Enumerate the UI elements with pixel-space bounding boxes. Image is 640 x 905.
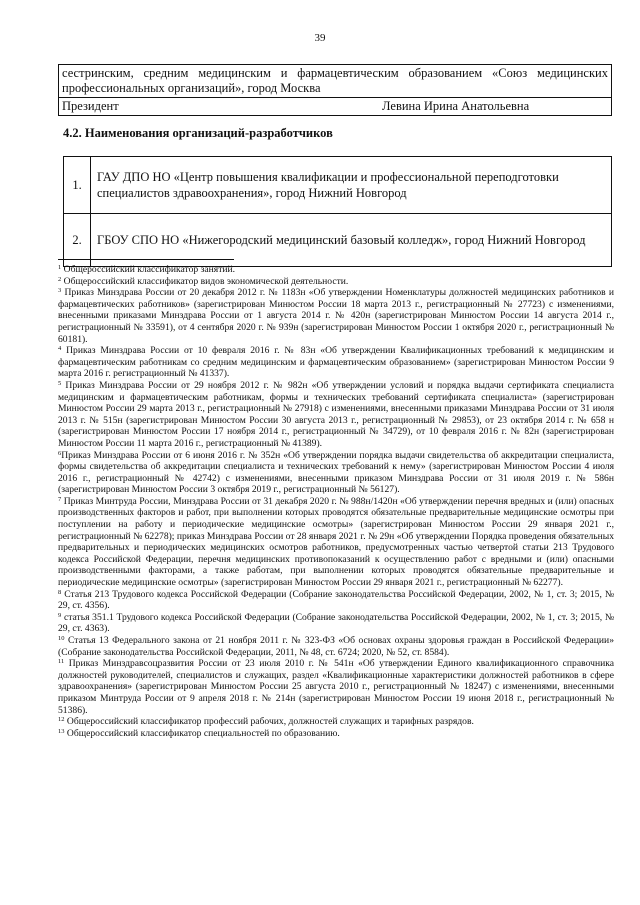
developer-org-table (58, 64, 612, 116)
page-number: 39 (314, 32, 326, 44)
footnote-text: Статья 13 Федерального закона от 21 ноября 2011 г. № 323-ФЗ «Об основах охраны здоровья граждан в Российской Федерации» (Собрание законодательства Российской Федерации, 2011, № 48, ст. 6724; 2020, № 52, ст. 8584). (58, 635, 614, 658)
footnote-number: 7 (58, 495, 62, 503)
footnote-text: Общероссийский классификатор профессий рабочих, должностей служащих и тарифных разрядов. (66, 716, 474, 728)
president-name: Левина Ирина Анатольевна (382, 99, 530, 113)
footnote (58, 658, 614, 716)
footnote-text: Приказ Минздрава России от 6 июня 2016 г. № 352н «Об утверждении порядка выдачи свидетельства об аккредитации специалиста, формы свидетельства об аккредитации специалиста и технических требований к нему» (зарегистрирован Минюстом России 4 июля 2016 г., регистрационный № 42742) с изменениями, внесенными приказом Минздрава России от 31 июля 2019 г. № 586н (зарегистрирован Минюстом России 3 октября 2019 г., регистрационный № 56127). (58, 449, 614, 496)
footnote-number: 1 (58, 264, 62, 271)
footnote (58, 496, 614, 589)
organization-name: ГАУ ДПО НО «Центр повышения квалификации и профессиональной переподготовки специалистов здравоохранения», город Нижний Новгород (91, 157, 612, 214)
footnote (58, 380, 614, 450)
table-row (64, 157, 612, 214)
footnote (58, 345, 614, 380)
footnote-separator (58, 259, 234, 260)
footnote (58, 450, 614, 496)
footnote-number: 6 (58, 449, 62, 457)
footnote-number: 4 (58, 345, 62, 353)
footnote (58, 589, 614, 612)
footnote-number: 13 (58, 727, 65, 735)
organizations-table (63, 156, 612, 267)
footnote-text: Приказ Минздрава России от 10 февраля 2016 г. № 83н «Об утверждении Квалификационных требований к медицинским и фармацевтическим работникам со средним медицинским и фармацевтическим образованием» (зарегистрирован Минюстом России 9 марта 2016 г. регистрационный № 41337). (58, 345, 614, 380)
footnote-number: 10 (58, 635, 65, 642)
footnote-number: 8 (58, 588, 62, 596)
footnote (58, 728, 614, 740)
footnote-text: Приказ Минтруда России, Минздрава России от 31 декабря 2020 г. № 988н/1420н «Об утверждении перечня вредных и (или) опасных производственных факторов и работ, при выполнении которых проводятся обязательные предварительные медицинские осмотры при поступлении на работу и периодические медицинские осмотры» (зарегистрирован Минюстом России 29 января 2021 г., регистрационный № 62278); приказ Минздрава России от 28 января 2021 г. № 29н «Об утверждении Порядка проведения обязательных предварительных и периодических медицинских осмотров работников, предусмотренных частью четвертой статьи 213 Трудового кодекса Российской Федерации, перечня медицинских противопоказаний к осуществлению работ с вредными и (или) опасными производственными факторами, а также работам, при выполнении которых проводятся обязательные предварительные и периодические медицинские осмотры» (зарегистрирован Минюстом России 29 января 2021 г., регистрационный № 62277). (58, 495, 614, 589)
footnote-number: 2 (58, 275, 62, 283)
footnote-text: Общероссийский классификатор видов экономической деятельности. (63, 275, 349, 287)
footnote (58, 276, 614, 288)
organization-name: ГБОУ СПО НО «Нижегородский медицинский базовый колледж», город Нижний Новгород (91, 214, 612, 267)
footnote-text: Приказ Минздравсоцразвития России от 23 июля 2010 г. № 541н «Об утверждении Единого квалификационного справочника должностей руководителей, специалистов и служащих, раздел «Квалификационные характеристики должностей работников в сфере здравоохранения» (зарегистрирован Минюстом России 25 августа 2010 г., регистрационный № 18247) с изменениями, внесенными приказом Минтруда России от 9 апреля 2018 г. № 214н (зарегистрирован Минюстом России 19 июня 2018 г., регистрационный № 51386). (58, 658, 614, 716)
footnote (58, 264, 614, 276)
footnote (58, 635, 614, 658)
footnote-number: 11 (58, 658, 65, 666)
row-number: 1. (64, 157, 91, 214)
footnote-number: 12 (58, 716, 65, 724)
org-continuation-cell: сестринским, средним медицинским и фармацевтическим образованием «Союз медицинских профессиональных организаций», город Москва (59, 65, 612, 98)
footnote-text: Статья 213 Трудового кодекса Российской Федерации (Собрание законодательства Российской Федерации, 2002, № 1, ст. 3; 2015, № 29, ст. 4356). (58, 588, 614, 612)
row-number: 2. (64, 214, 91, 267)
footnote-number: 5 (58, 379, 62, 387)
president-row (59, 98, 612, 116)
footnote-text: Общероссийский классификатор занятий. (63, 264, 236, 275)
footnote (58, 716, 614, 728)
footnote (58, 612, 614, 635)
footnote-text: Приказ Минздрава России от 29 ноября 2012 г. № 982н «Об утверждении условий и порядка выдачи сертификата специалиста медицинским и фармацевтическим работникам, формы и технических требований сертификата специалиста» (зарегистрирован Минюстом России 29 марта 2013 г., регистрационный № 27918) с изменениями, внесенными приказами Минздрава России от 31 июля 2013 г. № 515н (зарегистрирован Минюстом России 30 августа 2013 г., регистрационный № 29853), от 23 октября 2014 г. № 658 н (зарегистрирован Минюстом России 17 ноября 2014 г., регистрационный № 34729), от 10 февраля 2016 г. № 82н (зарегистрирован Минюстом России 11 марта 2016 г., регистрационный № 41389). (58, 379, 614, 449)
footnote-number: 9 (58, 611, 62, 619)
footnote (58, 287, 614, 345)
footnote-number: 3 (58, 287, 62, 295)
footnote-text: Приказ Минздрава России от 20 декабря 2012 г. № 1183н «Об утверждении Номенклатуры должностей медицинских работников и фармацевтических работников» (зарегистрирован Минюстом России 18 марта 2013 г., регистрационный № 27723) с изменениями, внесенными приказами Минздрава России от 1 августа 2014 г. № 420н (зарегистрирован Минюстом России 14 августа 2014 г., регистрационный № 33591), от 4 сентября 2020 г. № 939н (зарегистрирован Минюстом России 1 октября 2020 г., регистрационный № 60181). (58, 287, 614, 345)
footnote-text: Общероссийский классификатор специальностей по образованию. (66, 727, 340, 739)
section-heading: 4.2. Наименования организаций-разработчиков (63, 126, 333, 140)
footnotes (58, 264, 614, 739)
footnote-text: статья 351.1 Трудового кодекса Российской Федерации (Собрание законодательства Российской Федерации, 2002, № 1, ст. 3; 2015, № 29, ст. 4363). (58, 611, 614, 635)
president-label: Президент (62, 99, 119, 113)
